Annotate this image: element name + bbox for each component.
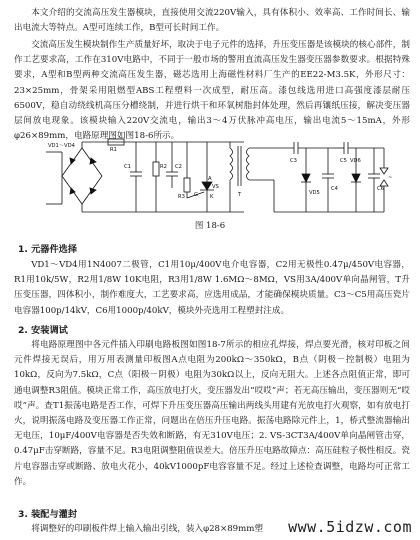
section-text-components: VD1～VD4用1N4007二极管，C1用10μ/400V电介电容器，C2用无极性0.47μ/450V电容器，R1用10k/5W，R2用1/8W 10K电阻，R3用1/8W 1.6MΩ～8MΩ，VS用3A/400V单向晶闸管，T升压变压器，四体积小，制作难度大，工艺要求高，应选用成品，才能确保模块质量。C3～C5用高压瓷片电容器100p/14kV，C6用1000p/40kV，模块外壳选用工程塑封注成。 [14,260,410,316]
label-t: T [238,192,242,198]
label-r3: R3 [178,194,185,200]
watermark: www.5idzw.com [288,518,412,536]
label-r1: R1 [110,147,117,153]
label-vd5: VD5 [309,190,320,196]
label-c5: C5 [340,158,347,164]
intro-paragraph-2: 交流高压发生模块制作生产质量好坏，取决于电子元件的选择，升压变压器是该模块的核心部件，制作工艺要求高，工作在310V电路中，不同于一般市场的警用直流高压发生器变压器参数要求。根据特殊要求，A型和B型两种交流高压发生器，磁芯选用上海磁性材料厂生产的EE22-M3.5K，外形尺寸：23×25mm，骨架采用阻燃型ABS工程塑料一次成型，耐压高。漆包线选用进口高强度漆层耐压6500V，稳自动绕线机高压分槽绕制，并进行烘干和环氧树脂封体处理，然后再镶纸压接，解决变压器层间放电现象。该模块输入220V交流电，输出3～4万伏脉冲高电压，输出电流5～15mA，外形φ26×89mm，电路原理图如图18-6所示。 [14,40,410,142]
label-gate: G [194,192,199,198]
label-c2: C2 [175,164,182,170]
label-output: ~ [388,175,393,181]
section-heading-install: 2. 安装调试 [18,325,68,336]
label-vd6: VD6 [350,158,361,164]
label-c1: C1 [124,164,131,170]
section-text-install: 将电路原理图中各元件插入印刷电路板图如图18-7所示的相应孔焊接，焊点要光滑，核对印板之间元件焊接无误后，用万用表测量印板图A点电阻为200kΩ～350kΩ，B点（阴极－控制极）电阻为10kΩ，反向为7.5kΩ，C点（阳极－阴极）电阻为30kΩ以上，反向无阻大。上述各点阻值正常，即可通电调整R3阻值。模块正常工作，高压放电打火，变压器发出“哎哎”声；若无高压输出，变压器则无“哎哎”声。查T1振荡电路是否工作，可焊下升压变压器高压输出两线头用建有光放电打火观察，如有放电打火，说明振荡电路及变压器工作正常，问题出在倍压升压电路。振荡电路除元件上，1，桥式整流器输出无电压，10μF/400V电容器是否失效和断路，有无310V电压；2. VS-3CT3A/400V单向晶闸管击穿，0.47μF击穿断路，容量不足。R3电阻调整阻值误差大。倍压升压电路故障点：高压硅粒子极性相反。瓷片电容器击穿或断路、放电火花小，40kV1000pF电容容量不足。经过上述检查调整，电路均可正常工作。 [14,340,410,487]
label-vs: VS [212,184,219,190]
section-heading-assembly: 3. 装配与灌封 [18,509,78,520]
label-c6: C6 [377,186,384,192]
section-text-assembly: 将调整好的印刷板件焊上输入输出引线，装入φ28×89mm塑 [31,524,264,534]
label-cathode: K [210,194,214,200]
label-r2: R2 [160,164,167,170]
label-c3: C3 [290,158,297,164]
intro-paragraph-1: 本文介绍的交流高压发生器模块，直接使用交流220V输入，具有体积小、效率高、工作时间长、输出电流大等特点。A型可连续工作，B型可长时间工作。 [14,8,410,34]
section-heading-components: 1. 元器件选择 [18,244,78,255]
label-bridge: VD1～VD4 [48,143,75,149]
label-c4: C4 [331,186,338,192]
circuit-diagram [44,138,404,216]
label-anode: A [208,176,212,182]
figure-caption: 图 18-6 [194,221,226,231]
